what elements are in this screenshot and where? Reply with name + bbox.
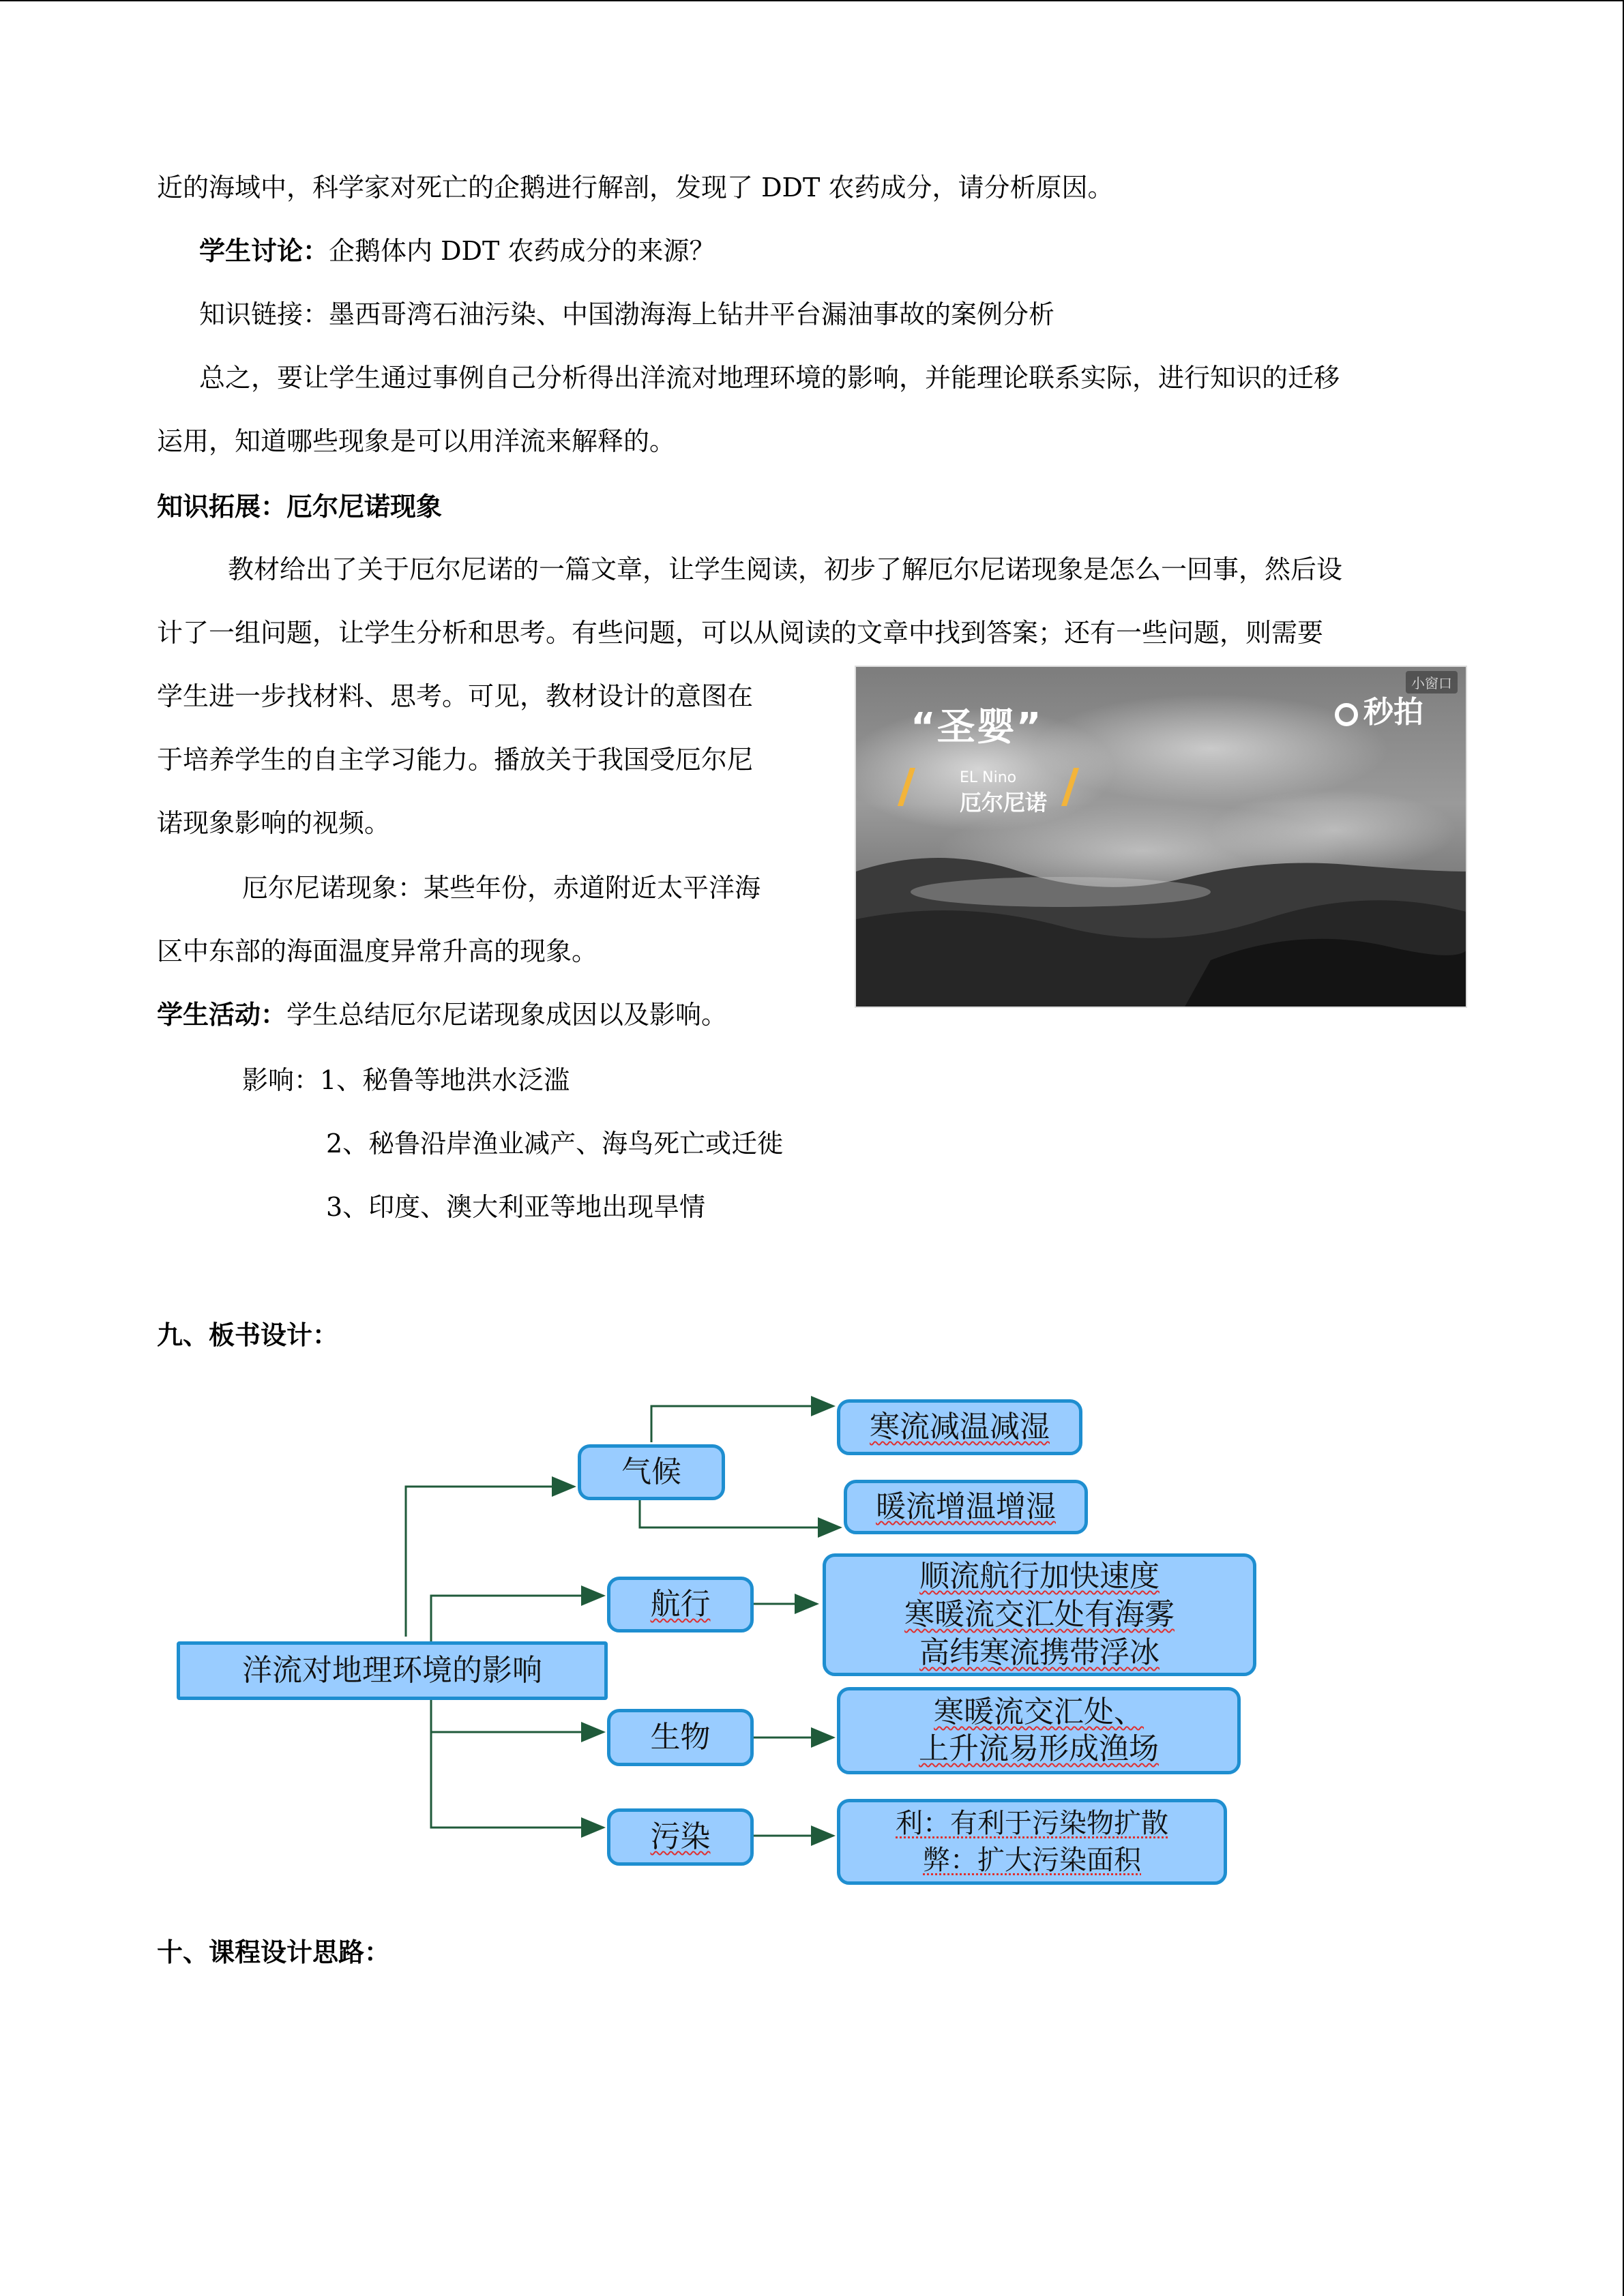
activity-text: 学生总结厄尔尼诺现象成因以及影响。: [286, 1000, 728, 1030]
discussion-text: 企鹅体内 DDT 农药成分的来源？: [329, 236, 715, 266]
activity-line: [157, 999, 727, 1030]
board-design-heading: 九、板书设计：: [157, 1320, 339, 1350]
biology-node: [607, 1709, 754, 1766]
biology-detail-line: 上升流易形成渔场: [919, 1731, 1159, 1766]
video-title: “圣婴”: [911, 705, 1043, 749]
impact-item: 影响：1、秘鲁等地洪水泛滥: [242, 1065, 570, 1095]
climate-label: 气候: [621, 1455, 681, 1489]
miaopai-logo: [1335, 687, 1423, 731]
connector-cold: [651, 1406, 833, 1442]
navigation-detail-line: 寒暖流交汇处有海雾: [904, 1597, 1175, 1632]
elnino-definition: 厄尔尼诺现象：某些年份，赤道附近太平洋海: [242, 873, 761, 903]
paragraph-line: 学生进一步找材料、思考。可见，教材设计的意图在: [157, 681, 754, 711]
small-window-button[interactable]: 小窗口: [1406, 671, 1458, 694]
pollution-node: [607, 1808, 754, 1866]
paragraph-line: 教材给出了关于厄尔尼诺的一篇文章，让学生阅读，初步了解厄尔尼诺现象是怎么一回事，然后设: [228, 554, 1343, 584]
paragraph-line: 近的海域中，科学家对死亡的企鹅进行解剖，发现了 DDT 农药成分，请分析原因。: [157, 173, 1114, 203]
cold-current-node: [837, 1399, 1082, 1455]
navigation-detail-line: 顺流航行加快速度: [919, 1559, 1160, 1594]
pollution-detail-line: 弊：扩大污染面积: [923, 1845, 1141, 1876]
connector-biology: [431, 1698, 604, 1732]
course-design-heading: 十、课程设计思路：: [157, 1937, 391, 1967]
biology-label: 生物: [650, 1720, 711, 1755]
paragraph-line: 计了一组问题，让学生分析和思考。有些问题，可以从阅读的文章中找到答案；还有一些问题，则需要: [157, 618, 1324, 648]
paragraph-line: 运用，知道哪些现象是可以用洋流来解释的。: [157, 426, 676, 456]
paragraph-line: 诺现象影响的视频。: [157, 808, 391, 838]
navigation-detail-line: 高纬寒流携带浮冰: [919, 1635, 1160, 1670]
biology-detail-line: 寒暖流交汇处、: [934, 1695, 1144, 1729]
paragraph-line: 于培养学生的自主学习能力。播放关于我国受厄尔尼: [157, 745, 754, 775]
elnino-video[interactable]: [855, 666, 1467, 1008]
pollution-label: 污染: [650, 1819, 711, 1854]
logo-text: 秒拍: [1363, 695, 1423, 730]
center-node: [177, 1641, 608, 1700]
connector-pollution: [431, 1732, 604, 1828]
top-border: [0, 0, 1624, 1]
activity-label: 学生活动：: [157, 999, 287, 1030]
paragraph-line: 总之，要让学生通过事例自己分析得出洋流对地理环境的影响，并能理论联系实际，进行知识的迁移: [199, 363, 1340, 393]
warm-current-node: [844, 1480, 1088, 1534]
pollution-detail-node: [837, 1799, 1227, 1885]
climate-node: [578, 1444, 725, 1500]
biology-detail-node: [837, 1687, 1241, 1774]
video-cn-label: 厄尔尼诺: [960, 790, 1048, 816]
impact-item: 3、印度、澳大利亚等地出现旱情: [326, 1192, 706, 1222]
warm-current-label: 暖流增温增湿: [876, 1489, 1056, 1524]
camera-icon: [1335, 703, 1358, 726]
impact-item: 2、秘鲁沿岸渔业减产、海鸟死亡或迁徙: [326, 1129, 784, 1159]
navigation-label: 航行: [650, 1587, 711, 1622]
navigation-detail-node: [823, 1553, 1256, 1676]
pollution-detail-line: 利：有利于污染物扩散: [896, 1808, 1168, 1839]
expand-heading: 知识拓展：厄尔尼诺现象: [157, 491, 443, 522]
connector-warm: [640, 1500, 840, 1527]
discussion-label: 学生讨论：: [199, 235, 329, 266]
knowledge-link-line: 知识链接：墨西哥湾石油污染、中国渤海海上钻井平台漏油事故的案例分析: [199, 299, 1055, 329]
navigation-node: [607, 1577, 754, 1632]
connector-climate: [406, 1487, 574, 1637]
video-en-label: EL Nino: [960, 769, 1017, 786]
center-node-label: 洋流对地理环境的影响: [242, 1653, 542, 1688]
elnino-definition: 区中东部的海面温度异常升高的现象。: [157, 936, 598, 966]
cold-current-label: 寒流减温减湿: [870, 1410, 1050, 1444]
discussion-line: [199, 235, 715, 267]
